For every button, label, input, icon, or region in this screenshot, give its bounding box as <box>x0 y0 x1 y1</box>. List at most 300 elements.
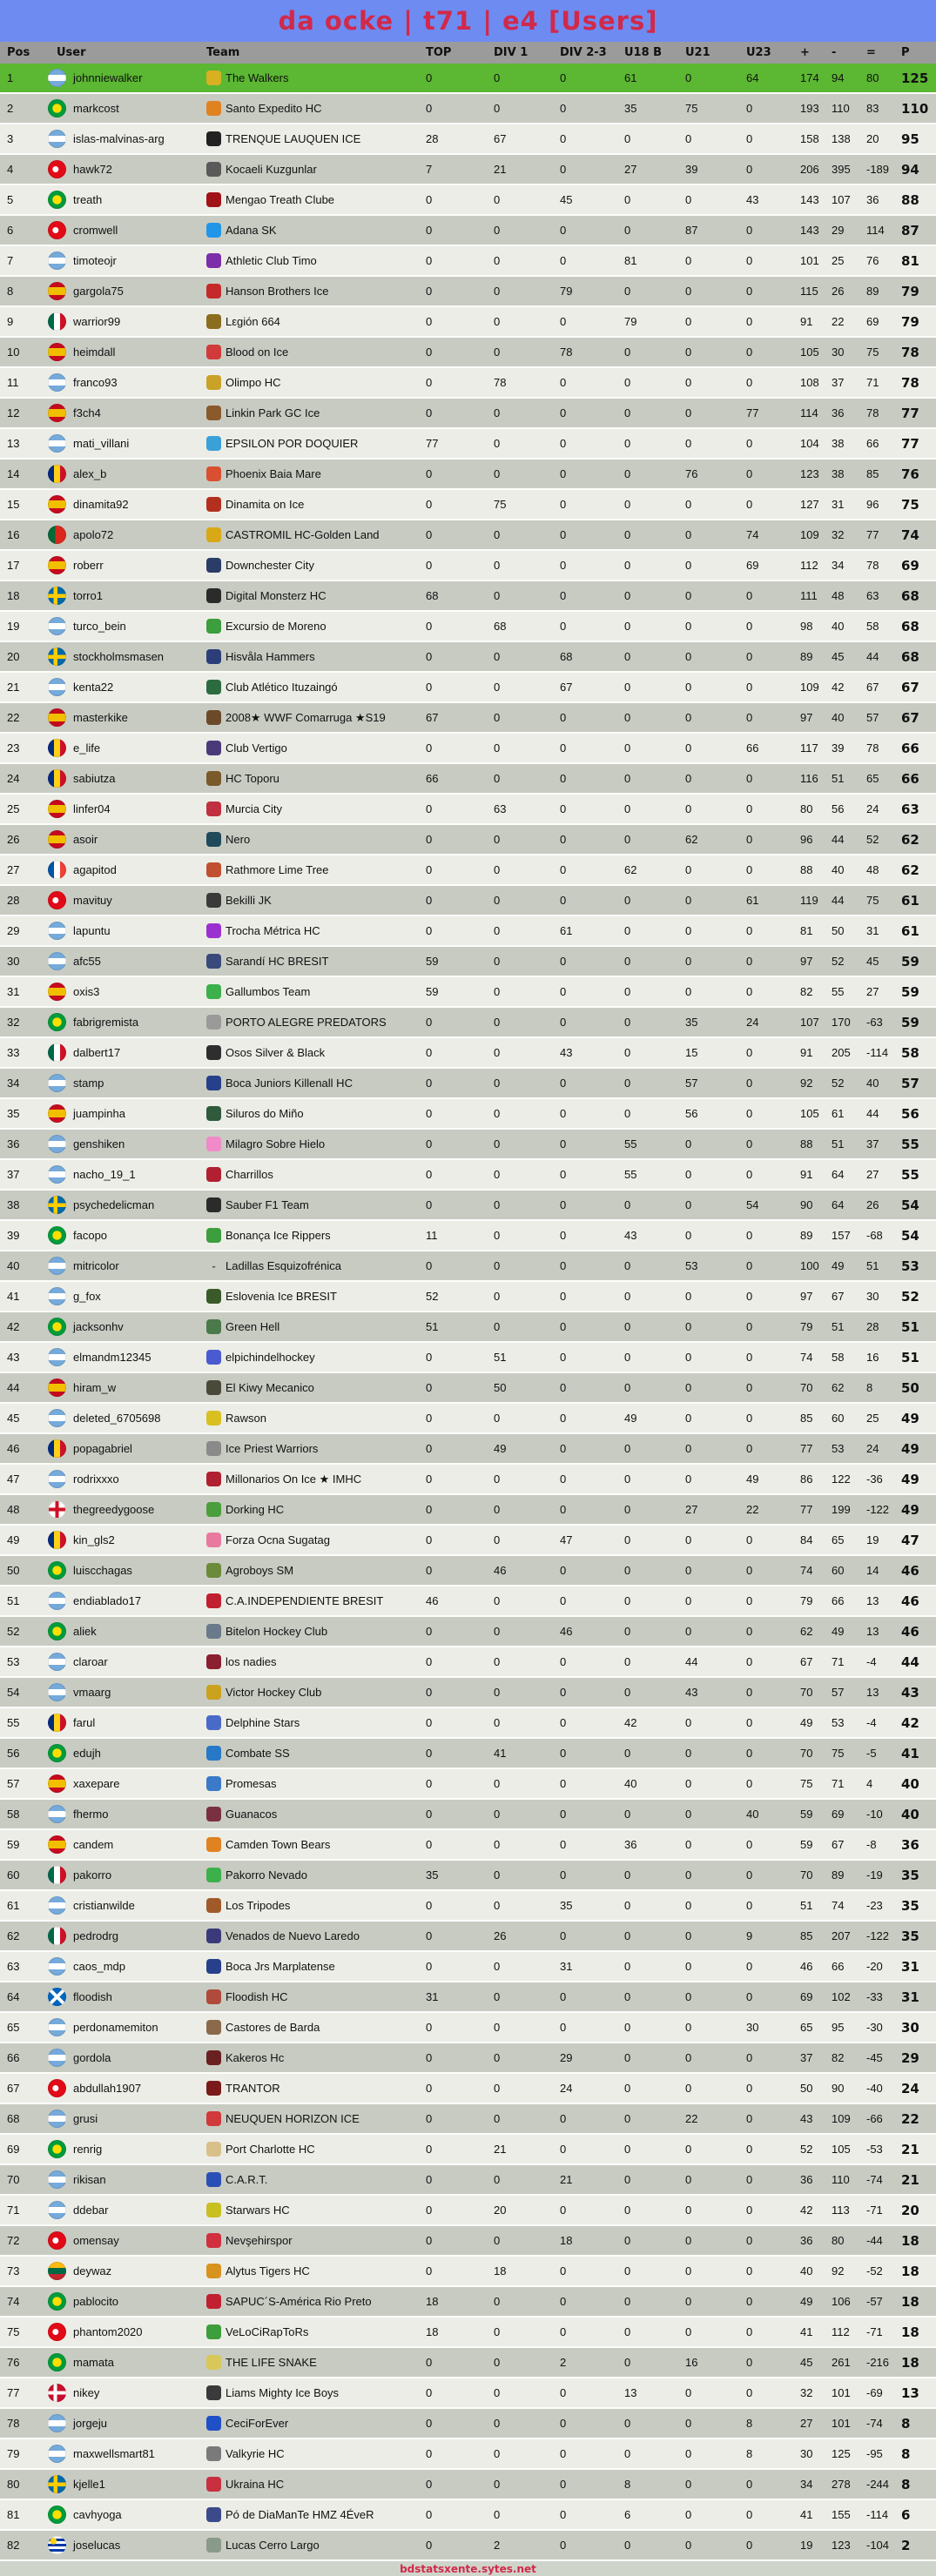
diff-cell: 36 <box>866 193 879 206</box>
plus-cell: 108 <box>800 376 819 389</box>
u23-cell: 0 <box>746 1320 753 1333</box>
points-cell: 18 <box>901 2263 919 2279</box>
div23-cell: 45 <box>560 193 573 206</box>
u23-cell: 0 <box>746 681 753 694</box>
div23-cell: 29 <box>560 2051 573 2064</box>
u18b-cell: 0 <box>624 1655 631 1668</box>
country-flag-icon <box>48 282 66 300</box>
u18b-cell: 0 <box>624 2173 631 2186</box>
username: joselucas <box>73 2539 121 2552</box>
plus-cell: 65 <box>800 2021 813 2034</box>
table-row <box>0 2348 936 2378</box>
pos-cell: 36 <box>7 1137 20 1150</box>
div1-cell: 0 <box>494 1716 501 1729</box>
div1-cell: 0 <box>494 985 501 998</box>
minus-cell: 29 <box>832 224 845 237</box>
u18b-cell: 0 <box>624 1686 631 1699</box>
u23-cell: 24 <box>746 1016 759 1029</box>
plus-cell: 59 <box>800 1838 813 1851</box>
table-row <box>0 1038 936 1069</box>
u18b-cell: 61 <box>624 71 637 84</box>
table-row <box>0 399 936 429</box>
team-name: Rawson <box>226 1412 266 1425</box>
minus-cell: 261 <box>832 2356 851 2369</box>
plus-cell: 77 <box>800 1503 813 1516</box>
diff-cell: 78 <box>866 406 879 419</box>
div1-cell: 41 <box>494 1747 507 1760</box>
u23-cell: 0 <box>746 2356 753 2369</box>
team-name: Guanacos <box>226 1808 278 1821</box>
u18b-cell: 0 <box>624 467 631 480</box>
div23-cell: 67 <box>560 681 573 694</box>
country-flag-icon <box>48 1470 66 1488</box>
top-cell: 59 <box>426 985 439 998</box>
team-icon <box>206 192 221 207</box>
minus-cell: 40 <box>832 620 845 633</box>
u21-cell: 0 <box>685 1137 692 1150</box>
div1-cell: 0 <box>494 2325 501 2338</box>
div1-cell: 0 <box>494 1016 501 1029</box>
points-cell: 81 <box>901 252 919 269</box>
team-icon <box>206 375 221 390</box>
username: markcost <box>73 102 119 115</box>
username: edujh <box>73 1747 101 1760</box>
top-cell: 0 <box>426 1259 433 1272</box>
team-icon <box>206 832 221 847</box>
team-name: Bekilli JK <box>226 894 272 907</box>
u18b-cell: 0 <box>624 2143 631 2156</box>
pos-cell: 79 <box>7 2447 20 2460</box>
username: g_fox <box>73 1290 101 1303</box>
table-row <box>0 673 936 703</box>
points-cell: 49 <box>901 1440 919 1457</box>
top-cell: 0 <box>426 1381 433 1394</box>
div1-cell: 0 <box>494 1229 501 1242</box>
pos-cell: 10 <box>7 345 20 359</box>
team-icon <box>206 619 221 634</box>
team-name: TRENQUE LAUQUEN ICE <box>226 132 361 145</box>
points-cell: 59 <box>901 1014 919 1030</box>
pos-cell: 30 <box>7 955 20 968</box>
div1-cell: 0 <box>494 528 501 541</box>
minus-cell: 123 <box>832 2539 851 2552</box>
u23-cell: 0 <box>746 1716 753 1729</box>
top-cell: 0 <box>426 2082 433 2095</box>
plus-cell: 70 <box>800 1747 813 1760</box>
points-cell: 20 <box>901 2202 919 2218</box>
pos-cell: 1 <box>7 71 14 84</box>
u23-cell: 0 <box>746 1899 753 1912</box>
u23-cell: 0 <box>746 2478 753 2491</box>
minus-cell: 52 <box>832 1077 845 1090</box>
team-name: C.A.INDEPENDIENTE BRESIT <box>226 1594 384 1607</box>
diff-cell: 75 <box>866 894 879 907</box>
table-row <box>0 1465 936 1495</box>
u23-cell: 0 <box>746 1412 753 1425</box>
minus-cell: 107 <box>832 193 851 206</box>
plus-cell: 117 <box>800 741 818 755</box>
team-name: Los Tripodes <box>226 1899 291 1912</box>
pos-cell: 8 <box>7 285 14 298</box>
div1-cell: 0 <box>494 650 501 663</box>
points-cell: 54 <box>901 1227 919 1244</box>
country-flag-icon <box>48 2170 66 2189</box>
col-header-u18b: U18 B <box>624 46 663 59</box>
minus-cell: 50 <box>832 924 845 937</box>
table-row <box>0 2378 936 2409</box>
u18b-cell: 0 <box>624 1077 631 1090</box>
div1-cell: 0 <box>494 1594 501 1607</box>
pos-cell: 17 <box>7 559 20 572</box>
minus-cell: 92 <box>832 2264 845 2277</box>
pos-cell: 76 <box>7 2356 20 2369</box>
u23-cell: 40 <box>746 1808 759 1821</box>
u21-cell: 22 <box>685 2112 698 2125</box>
username: nacho_19_1 <box>73 1168 136 1181</box>
points-cell: 55 <box>901 1166 919 1183</box>
username: cavhyoga <box>73 2508 122 2521</box>
pos-cell: 43 <box>7 1351 20 1364</box>
top-cell: 0 <box>426 1077 433 1090</box>
u23-cell: 0 <box>746 1564 753 1577</box>
div23-cell: 18 <box>560 2234 573 2247</box>
points-cell: 79 <box>901 313 919 330</box>
u18b-cell: 55 <box>624 1168 637 1181</box>
table-row <box>0 155 936 185</box>
u18b-cell: 0 <box>624 2539 631 2552</box>
u18b-cell: 0 <box>624 1625 631 1638</box>
plus-cell: 52 <box>800 2143 813 2156</box>
top-cell: 0 <box>426 1503 433 1516</box>
pos-cell: 41 <box>7 1290 20 1303</box>
div23-cell: 0 <box>560 2539 567 2552</box>
diff-cell: -5 <box>866 1747 877 1760</box>
diff-cell: -74 <box>866 2417 883 2430</box>
plus-cell: 98 <box>800 620 813 633</box>
team-name: Milagro Sobre Hielo <box>226 1137 326 1150</box>
top-cell: 0 <box>426 2143 433 2156</box>
table-row <box>0 1830 936 1861</box>
col-header-u21: U21 <box>685 46 710 59</box>
u21-cell: 0 <box>685 2417 692 2430</box>
top-cell: 0 <box>426 193 433 206</box>
div1-cell: 0 <box>494 1899 501 1912</box>
country-flag-icon <box>48 404 66 422</box>
plus-cell: 105 <box>800 345 819 359</box>
div23-cell: 0 <box>560 985 567 998</box>
team-icon <box>206 1593 221 1608</box>
plus-cell: 97 <box>800 955 813 968</box>
points-cell: 77 <box>901 405 919 421</box>
pos-cell: 50 <box>7 1564 20 1577</box>
team-name: Bitelon Hockey Club <box>226 1625 328 1638</box>
minus-cell: 112 <box>832 2325 850 2338</box>
country-flag-icon <box>48 769 66 788</box>
team-name: Sauber F1 Team <box>226 1198 309 1211</box>
div23-cell: 0 <box>560 589 567 602</box>
pos-cell: 74 <box>7 2295 20 2308</box>
u18b-cell: 0 <box>624 1381 631 1394</box>
pos-cell: 52 <box>7 1625 20 1638</box>
div23-cell: 0 <box>560 894 567 907</box>
points-cell: 50 <box>901 1379 919 1396</box>
username: rikisan <box>73 2173 106 2186</box>
diff-cell: 48 <box>866 863 879 876</box>
table-row <box>0 1069 936 1099</box>
plus-cell: 109 <box>800 528 819 541</box>
plus-cell: 100 <box>800 1259 819 1272</box>
team-icon <box>206 223 221 238</box>
div23-cell: 0 <box>560 1168 567 1181</box>
div23-cell: 0 <box>560 132 567 145</box>
plus-cell: 127 <box>800 498 819 511</box>
team-name: Santo Expedito HC <box>226 102 322 115</box>
div23-cell: 0 <box>560 102 567 115</box>
u23-cell: 54 <box>746 1198 759 1211</box>
table-row <box>0 1556 936 1587</box>
div1-cell: 51 <box>494 1351 507 1364</box>
team-icon <box>206 2294 221 2309</box>
diff-cell: 76 <box>866 254 879 267</box>
top-cell: 0 <box>426 1137 433 1150</box>
team-icon <box>206 1319 221 1334</box>
diff-cell: 58 <box>866 620 879 633</box>
team-name: Ladillas Esquizofrénica <box>226 1259 341 1272</box>
team-name: Boca Jrs Marplatense <box>226 1960 335 1973</box>
points-cell: 49 <box>901 1501 919 1518</box>
plus-cell: 49 <box>800 2295 813 2308</box>
u23-cell: 0 <box>746 1137 753 1150</box>
diff-cell: 26 <box>866 1198 879 1211</box>
team-name: Siluros do Miño <box>226 1107 304 1120</box>
pos-cell: 29 <box>7 924 20 937</box>
team-icon <box>206 1776 221 1791</box>
diff-cell: 69 <box>866 315 879 328</box>
team-name: elpichindelhockey <box>226 1351 315 1364</box>
u23-cell: 0 <box>746 467 753 480</box>
u18b-cell: 0 <box>624 437 631 450</box>
diff-cell: -71 <box>866 2325 883 2338</box>
u23-cell: 64 <box>746 71 759 84</box>
div23-cell: 0 <box>560 802 567 815</box>
username: asoir <box>73 833 98 846</box>
team-name: Agroboys SM <box>226 1564 294 1577</box>
u23-cell: 0 <box>746 2173 753 2186</box>
username: lapuntu <box>73 924 111 937</box>
username: torro1 <box>73 589 103 602</box>
table-row <box>0 947 936 977</box>
div1-cell: 0 <box>494 2447 501 2460</box>
diff-cell: 83 <box>866 102 879 115</box>
pos-cell: 75 <box>7 2325 20 2338</box>
username: warrior99 <box>73 315 121 328</box>
points-cell: 46 <box>901 1623 919 1640</box>
username: candem <box>73 1838 114 1851</box>
top-cell: 0 <box>426 406 433 419</box>
u21-cell: 0 <box>685 1564 692 1577</box>
div23-cell: 0 <box>560 1381 567 1394</box>
country-flag-icon <box>48 434 66 453</box>
points-cell: 8 <box>901 2476 911 2492</box>
u23-cell: 0 <box>746 2082 753 2095</box>
u18b-cell: 0 <box>624 1503 631 1516</box>
u23-cell: 0 <box>746 285 753 298</box>
country-flag-icon <box>48 1622 66 1640</box>
pos-cell: 13 <box>7 437 20 450</box>
u18b-cell: 0 <box>624 193 631 206</box>
table-row <box>0 1952 936 1982</box>
u23-cell: 0 <box>746 924 753 937</box>
top-cell: 67 <box>426 711 439 724</box>
pos-cell: 57 <box>7 1777 20 1790</box>
u21-cell: 0 <box>685 2325 692 2338</box>
country-flag-icon <box>48 800 66 818</box>
country-flag-icon <box>48 708 66 727</box>
u21-cell: 0 <box>685 2143 692 2156</box>
pos-cell: 23 <box>7 741 20 755</box>
points-cell: 42 <box>901 1714 919 1731</box>
minus-cell: 109 <box>832 2112 851 2125</box>
country-flag-icon <box>48 922 66 940</box>
username: caos_mdp <box>73 1960 125 1973</box>
username: pedrodrg <box>73 1929 119 1942</box>
diff-cell: 65 <box>866 772 879 785</box>
top-cell: 0 <box>426 2112 433 2125</box>
minus-cell: 69 <box>832 1808 845 1821</box>
points-cell: 53 <box>901 1258 919 1274</box>
pos-cell: 2 <box>7 102 14 115</box>
u21-cell: 0 <box>685 1290 692 1303</box>
team-name: HC Toporu <box>226 772 279 785</box>
u23-cell: 49 <box>746 1472 759 1486</box>
team-name: Murcia City <box>226 802 283 815</box>
div23-cell: 0 <box>560 2021 567 2034</box>
top-cell: 0 <box>426 1960 433 1973</box>
top-cell: 0 <box>426 285 433 298</box>
minus-cell: 155 <box>832 2508 851 2521</box>
points-cell: 41 <box>901 1745 919 1761</box>
table-row <box>0 1282 936 1312</box>
points-cell: 61 <box>901 892 919 909</box>
team-icon <box>206 131 221 146</box>
points-cell: 21 <box>901 2171 919 2188</box>
top-cell: 0 <box>426 1351 433 1364</box>
col-header-diff: = <box>866 46 876 59</box>
username: thegreedygoose <box>73 1503 155 1516</box>
pos-cell: 70 <box>7 2173 20 2186</box>
div23-cell: 24 <box>560 2082 573 2095</box>
pos-cell: 72 <box>7 2234 20 2247</box>
u21-cell: 0 <box>685 741 692 755</box>
div23-cell: 21 <box>560 2173 573 2186</box>
points-cell: 95 <box>901 131 919 147</box>
team-name: 2008★ WWF Comarruga ★S19 <box>226 710 386 724</box>
country-flag-icon <box>48 191 66 209</box>
team-name: Starwars HC <box>226 2204 290 2217</box>
points-cell: 24 <box>901 2080 919 2096</box>
username: islas-malvinas-arg <box>73 132 165 145</box>
u21-cell: 0 <box>685 345 692 359</box>
div23-cell: 35 <box>560 1899 573 1912</box>
div23-cell: 0 <box>560 71 567 84</box>
minus-cell: 26 <box>832 285 845 298</box>
team-name: SAPUC´S-América Rio Preto <box>226 2295 372 2308</box>
country-flag-icon <box>48 1805 66 1823</box>
pos-cell: 49 <box>7 1533 20 1546</box>
div1-cell: 0 <box>494 2295 501 2308</box>
team-name: Camden Town Bears <box>226 1838 331 1851</box>
country-flag-icon <box>48 1866 66 1884</box>
team-icon <box>206 1624 221 1639</box>
team-name: Osos Silver & Black <box>226 1046 326 1059</box>
plus-cell: 46 <box>800 1960 813 1973</box>
table-row <box>0 642 936 673</box>
country-flag-icon <box>48 1135 66 1153</box>
pos-cell: 55 <box>7 1716 20 1729</box>
team-icon <box>206 1076 221 1090</box>
u18b-cell: 0 <box>624 132 631 145</box>
plus-cell: 82 <box>800 985 813 998</box>
u23-cell: 0 <box>746 2264 753 2277</box>
points-cell: 52 <box>901 1288 919 1305</box>
u21-cell: 75 <box>685 102 698 115</box>
u18b-cell: 0 <box>624 955 631 968</box>
div23-cell: 0 <box>560 2417 567 2430</box>
u23-cell: 0 <box>746 1229 753 1242</box>
div23-cell: 0 <box>560 1472 567 1486</box>
points-cell: 75 <box>901 496 919 513</box>
div1-cell: 0 <box>494 1412 501 1425</box>
points-cell: 68 <box>901 648 919 665</box>
u21-cell: 0 <box>685 1777 692 1790</box>
top-cell: 0 <box>426 1716 433 1729</box>
team-icon <box>206 984 221 999</box>
username: omensay <box>73 2234 119 2247</box>
div23-cell: 47 <box>560 1533 573 1546</box>
table-row <box>0 490 936 520</box>
minus-cell: 138 <box>832 132 851 145</box>
div1-cell: 68 <box>494 620 507 633</box>
top-cell: 0 <box>426 1412 433 1425</box>
minus-cell: 44 <box>832 894 845 907</box>
div23-cell: 0 <box>560 224 567 237</box>
div1-cell: 0 <box>494 741 501 755</box>
col-header-div23: DIV 2-3 <box>560 46 607 59</box>
team-icon <box>206 862 221 877</box>
div23-cell: 0 <box>560 1929 567 1942</box>
team-name: Pakorro Nevado <box>226 1868 307 1882</box>
top-cell: 0 <box>426 1808 433 1821</box>
username: rodrixxxo <box>73 1472 119 1486</box>
username: genshiken <box>73 1137 125 1150</box>
username: popagabriel <box>73 1442 132 1455</box>
username: farul <box>73 1716 96 1729</box>
div1-cell: 0 <box>494 2356 501 2369</box>
minus-cell: 22 <box>832 315 845 328</box>
u18b-cell: 0 <box>624 650 631 663</box>
u21-cell: 0 <box>685 772 692 785</box>
div1-cell: 0 <box>494 406 501 419</box>
div1-cell: 26 <box>494 1929 507 1942</box>
div1-cell: 0 <box>494 772 501 785</box>
div1-cell: 0 <box>494 924 501 937</box>
div23-cell: 0 <box>560 1259 567 1272</box>
u23-cell: 0 <box>746 1442 753 1455</box>
points-cell: 51 <box>901 1349 919 1365</box>
team-name: Charrillos <box>226 1168 273 1181</box>
u18b-cell: 0 <box>624 1259 631 1272</box>
country-flag-icon <box>48 2445 66 2463</box>
